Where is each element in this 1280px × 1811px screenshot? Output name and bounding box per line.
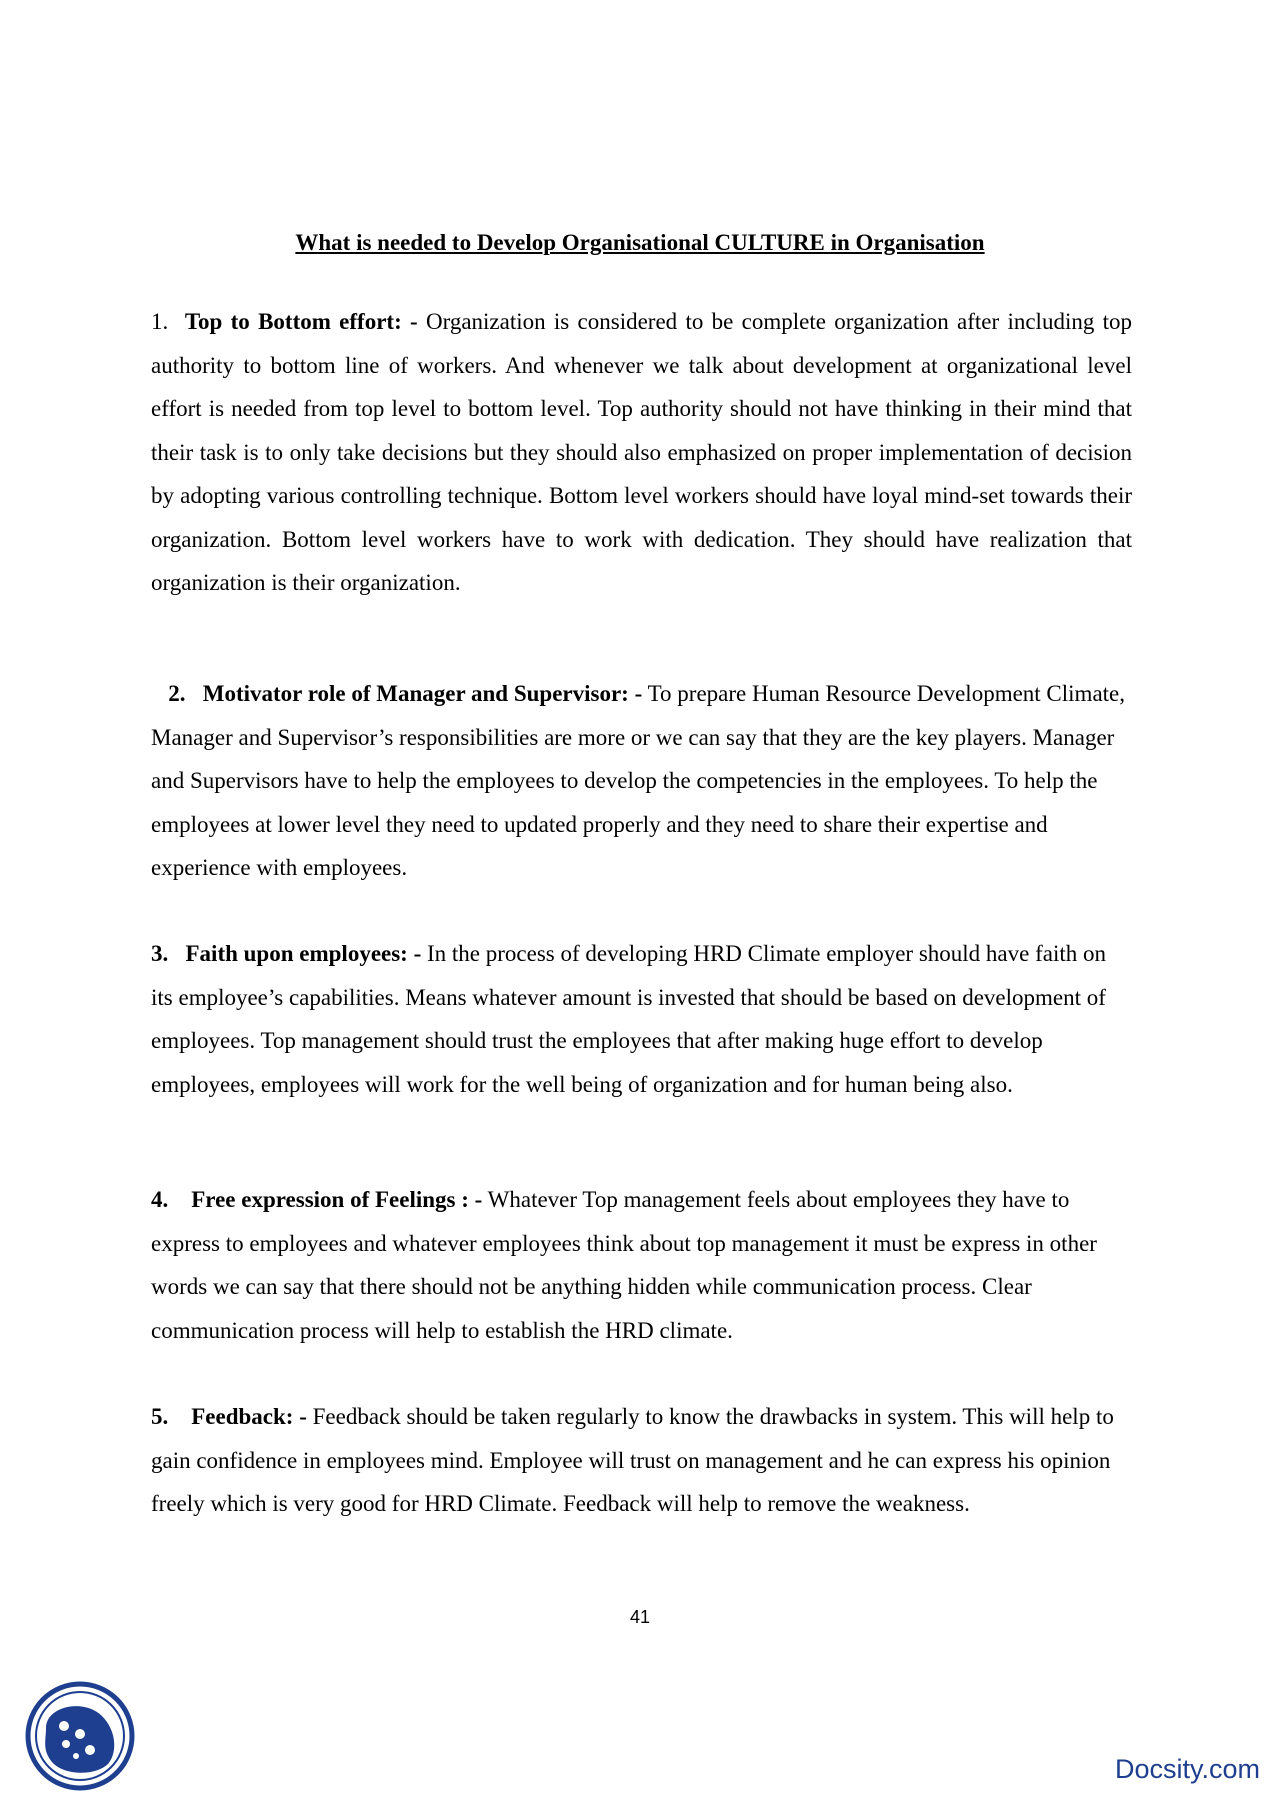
section-number: 1. bbox=[151, 309, 169, 334]
page-number: 41 bbox=[629, 1607, 651, 1627]
section-1 bbox=[151, 300, 1132, 605]
docsity-brand-link[interactable]: Docsity.com bbox=[1114, 1754, 1260, 1784]
section-4 bbox=[151, 1178, 1132, 1352]
section-heading: Free expression of Feelings : - bbox=[191, 1187, 483, 1212]
section-body: In the process of developing HRD Climate employer should have faith on its employee’s capabilities. Means whatever amount is invested that should be based on development of employees. Top management should trust the employees that after making huge effort to develop employees, employees will work for the well being of organization and for human being also. bbox=[151, 941, 1106, 1097]
section-body: Whatever Top management feels about employees they have to express to employees and whatever employees think about top management it must be express in other words we can say that there should not be anything hidden while communication process. Clear communication process will help to establish the HRD climate. bbox=[151, 1187, 1097, 1343]
section-heading: Feedback: - bbox=[191, 1404, 307, 1429]
section-heading: Faith upon employees: - bbox=[185, 941, 422, 966]
section-body: Organization is considered to be complete organization after including top authority to bottom line of workers. And whenever we talk about development at organizational level effort is needed from top level to bottom level. Top authority should not have thinking in their mind that their task is to only take decisions but they should also emphasized on proper implementation of decision by adopting various controlling technique. Bottom level workers should have loyal mind-set towards their organization. Bottom level workers have to work with dedication. They should have realization that organization is their organization. bbox=[151, 309, 1133, 595]
page-title: What is needed to Develop Organisational CULTURE in Organisation bbox=[295, 230, 985, 255]
section-number: 3. bbox=[151, 941, 169, 966]
section-number: 2. bbox=[168, 681, 186, 706]
section-5 bbox=[151, 1395, 1132, 1526]
section-body: Feedback should be taken regularly to know the drawbacks in system. This will help to gain confidence in employees mind. Employee will trust on management and he can express his opinion freely which is very good for HRD Climate. Feedback will help to remove the weakness. bbox=[151, 1404, 1114, 1516]
section-number: 4. bbox=[151, 1187, 169, 1212]
section-number: 5. bbox=[151, 1404, 169, 1429]
section-body: To prepare Human Resource Development Climate, Manager and Supervisor’s responsibilities are more or we can say that they are the key players. Manager and Supervisors have to help the employees to develop the competencies in the employees. To help the employees at lower level they need to updated properly and they need to share their expertise and experience with employees. bbox=[151, 681, 1126, 880]
docsity-logo-icon bbox=[24, 1680, 136, 1792]
section-2 bbox=[151, 672, 1132, 890]
section-heading: Motivator role of Manager and Supervisor: - bbox=[202, 681, 643, 706]
section-3 bbox=[151, 932, 1132, 1106]
section-heading: Top to Bottom effort: - bbox=[184, 309, 418, 334]
